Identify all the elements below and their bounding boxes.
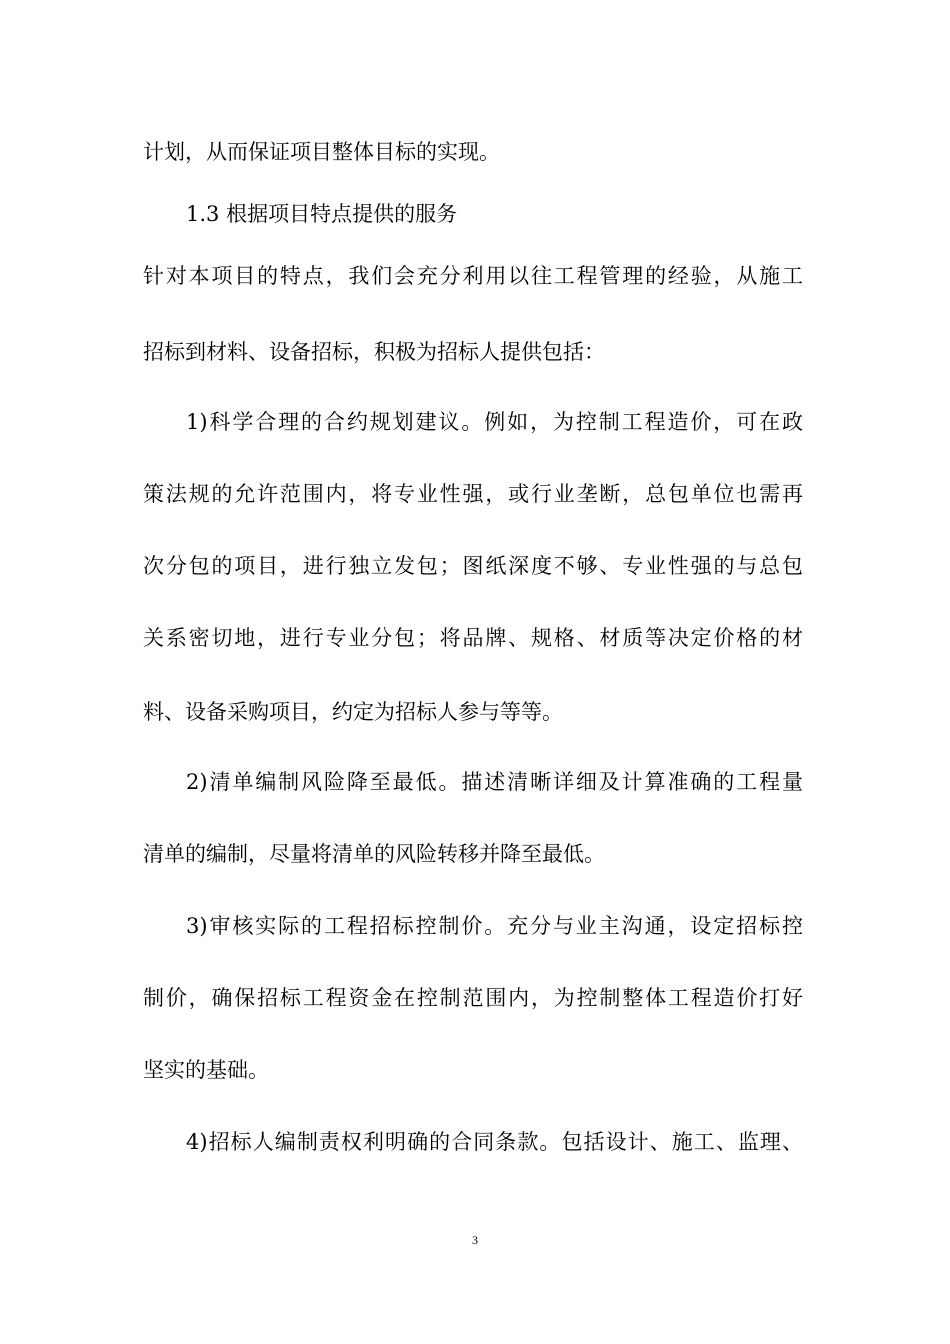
text-line: 计划，从而保证项目整体目标的实现。 <box>143 140 500 164</box>
text-line: 制价，确保招标工程资金在控制范围内，为控制整体工程造价打好 <box>143 986 803 1010</box>
page-number: 3 <box>472 1233 478 1247</box>
text-line: 2)清单编制风险降至最低。描述清晰详细及计算准确的工程量 <box>186 770 803 794</box>
text-line: 清单的编制，尽量将清单的风险转移并降至最低。 <box>143 842 605 866</box>
text-line: 次分包的项目，进行独立发包；图纸深度不够、专业性强的与总包 <box>143 554 803 578</box>
text-line: 招标到材料、设备招标，积极为招标人提供包括： <box>143 340 605 364</box>
text-line: 4)招标人编制责权利明确的合同条款。包括设计、施工、监理、 <box>186 1130 803 1154</box>
text-line: 坚实的基础。 <box>143 1058 269 1082</box>
text-line: 3)审核实际的工程招标控制价。充分与业主沟通，设定招标控 <box>186 914 803 938</box>
text-line: 针对本项目的特点，我们会充分利用以往工程管理的经验，从施工 <box>143 264 803 288</box>
section-heading: 1.3 根据项目特点提供的服务 <box>186 202 458 226</box>
text-line: 料、设备采购项目，约定为招标人参与等等。 <box>143 700 563 724</box>
text-line: 策法规的允许范围内，将专业性强，或行业垄断，总包单位也需再 <box>143 482 803 506</box>
text-line: 关系密切地，进行专业分包；将品牌、规格、材质等决定价格的材 <box>143 626 803 650</box>
text-line: 1)科学合理的合约规划建议。例如，为控制工程造价，可在政 <box>186 410 803 434</box>
